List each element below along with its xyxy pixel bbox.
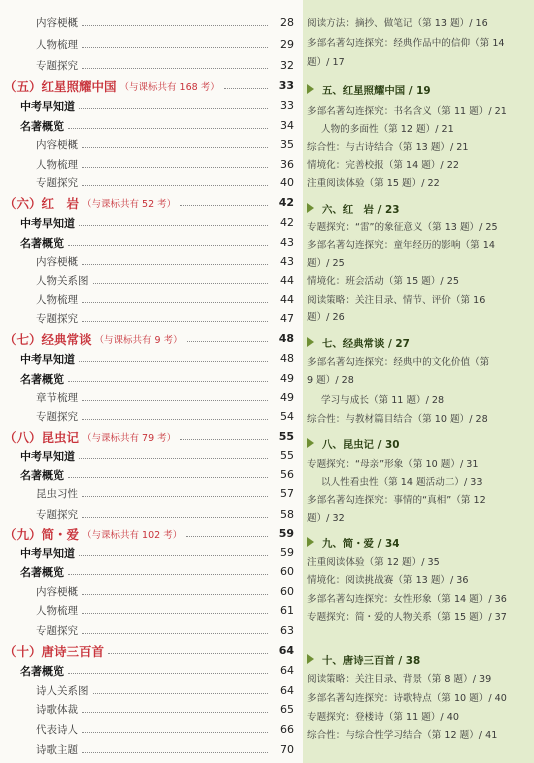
toc-subsection-entry[interactable] [36,290,294,309]
entry-title: 名著概览 [20,565,64,579]
toc-subsection-entry[interactable] [36,252,294,271]
entry-page-number: 55 [278,430,294,443]
entry-text: 多部名著勾连探究：经典中的文化价值（第 [307,356,490,368]
entry-text: 情境化：完善校报（第 14 题）/ 22 [307,159,459,171]
entry-text: 人物的多面性（第 12 题）/ 21 [321,123,454,135]
dot-leader [82,264,268,265]
entry-page-number: 54 [280,410,294,423]
entry-page-number: 61 [280,604,294,617]
answer-topic-entry[interactable] [307,173,530,190]
entry-text: 综合性：与古诗结合（第 13 题）/ 21 [307,141,469,153]
answer-topic-entry[interactable] [307,409,530,426]
toc-chapter-entry[interactable] [4,329,294,348]
answer-topic-entry[interactable] [307,33,530,50]
entry-title: 内容梗概 [36,17,78,29]
answer-section-heading[interactable] [307,434,530,452]
dot-leader [79,361,268,362]
entry-exam-count: （与课标共有 79 考） [82,432,177,444]
entry-title: 中考早知道 [20,352,75,366]
toc-subsection-entry[interactable] [36,56,294,75]
dot-leader [68,673,268,674]
answer-topic-entry[interactable] [307,390,530,407]
dot-leader [79,225,268,226]
entry-page-number: 55 [280,449,294,462]
entry-title: 内容梗概 [36,256,78,268]
toc-section-entry[interactable] [20,369,294,388]
entry-title: 人物梳理 [36,159,78,171]
answer-topic-entry[interactable] [307,508,530,525]
answer-topic-entry[interactable] [307,589,530,606]
dot-leader [82,712,268,713]
answer-topic-entry[interactable] [307,217,530,234]
dot-leader [82,613,268,614]
entry-page-number: 33 [278,79,294,92]
entry-text: 综合性：与综合性学习结合（第 12 题）/ 41 [307,729,498,741]
dot-leader [180,439,268,440]
entry-title: 名著概览 [20,372,64,386]
entry-text: 情境化：班会活动（第 15 题）/ 25 [307,275,459,287]
dot-leader [79,555,268,556]
dot-leader [186,536,268,537]
dot-leader [82,302,268,303]
answer-topic-entry[interactable] [307,490,530,507]
dot-leader [82,633,268,634]
answer-topic-entry[interactable] [307,688,530,705]
dot-leader [68,245,268,246]
entry-page-number: 34 [280,119,294,132]
toc-section-entry[interactable] [20,96,294,115]
entry-title: 章节梳理 [36,392,78,404]
dot-leader [82,419,268,420]
dot-leader [79,108,268,109]
entry-text: 多部名著勾连探究：经典作品中的信仰（第 14 [307,37,505,49]
toc-section-entry[interactable] [20,562,294,581]
entry-title: 专题探究 [36,625,78,637]
entry-page-number: 60 [280,585,294,598]
entry-text: 注重阅读体验（第 15 题）/ 22 [307,177,440,189]
toc-section-entry[interactable] [20,543,294,562]
answer-section-heading[interactable] [307,333,530,351]
entry-title: 专题探究 [36,313,78,325]
dot-leader [68,477,268,478]
dot-leader [82,68,268,69]
answer-topic-entry[interactable] [307,370,530,387]
entry-page-number: 33 [280,99,294,112]
entry-exam-count: （与课标共有 52 考） [82,198,177,210]
entry-page-number: 59 [280,546,294,559]
entry-title: 专题探究 [36,60,78,72]
entry-text: 阅读方法：摘抄、做笔记（第 13 题）/ 16 [307,17,488,29]
answer-topic-entry[interactable] [307,570,530,587]
entry-title: 人物关系图 [36,275,89,287]
answer-topic-entry[interactable] [307,454,530,471]
dot-leader [108,653,268,654]
entry-page-number: 66 [280,723,294,736]
entry-page-number: 64 [280,664,294,677]
dot-leader [82,496,268,497]
entry-title: 专题探究 [36,177,78,189]
entry-text: 情境化：阅读挑战赛（第 13 题）/ 36 [307,574,469,586]
entry-page-number: 64 [280,684,294,697]
entry-page-number: 44 [280,274,294,287]
entry-text: 专题探究：登楼诗（第 11 题）/ 40 [307,711,459,723]
toc-subsection-entry[interactable] [36,720,294,739]
entry-page-number: 43 [280,255,294,268]
dot-leader [68,128,268,129]
entry-page-number: 70 [280,743,294,756]
entry-page-number: 32 [280,59,294,72]
entry-text: 题）/ 17 [307,56,345,68]
entry-text: 综合性：与教材篇目结合（第 10 题）/ 28 [307,413,488,425]
entry-text: 多部名著勾连探究：诗歌特点（第 10 题）/ 40 [307,692,507,704]
entry-page-number: 42 [280,216,294,229]
answer-topic-entry[interactable] [307,725,530,742]
toc-chapter-entry[interactable] [4,641,294,660]
answer-section-heading[interactable] [307,533,530,551]
entry-text: 七、经典常谈 / 27 [322,337,410,350]
entry-title: 中考早知道 [20,99,75,113]
entry-title: 诗人关系图 [36,685,89,697]
entry-text: 阅读策略：关注目录、背景（第 8 题）/ 39 [307,673,492,685]
entry-text: 题）/ 26 [307,311,345,323]
triangle-bullet-icon [307,337,314,347]
entry-title: 人物梳理 [36,605,78,617]
dot-leader [82,517,268,518]
answer-topic-entry[interactable] [307,13,530,30]
entry-page-number: 36 [280,158,294,171]
dot-leader [82,400,268,401]
entry-title: 内容梗概 [36,139,78,151]
entry-exam-count: （与课标共有 102 考） [82,529,183,541]
toc-subsection-entry[interactable] [36,681,294,700]
dot-leader [68,381,268,382]
dot-leader [180,205,268,206]
dot-leader [82,25,268,26]
dot-leader [82,47,268,48]
entry-page-number: 47 [280,312,294,325]
toc-section-entry[interactable] [20,349,294,368]
entry-page-number: 40 [280,176,294,189]
entry-page-number: 44 [280,293,294,306]
entry-page-number: 48 [278,332,294,345]
entry-text: 专题探究：“母亲”形象（第 10 题）/ 31 [307,458,479,470]
entry-title: 代表诗人 [36,724,78,736]
dot-leader [82,732,268,733]
answer-topic-entry[interactable] [307,307,530,324]
entry-text: 注重阅读体验（第 12 题）/ 35 [307,556,440,568]
dot-leader [82,147,268,148]
dot-leader [82,321,268,322]
triangle-bullet-icon [307,438,314,448]
entry-page-number: 48 [280,352,294,365]
entry-page-number: 57 [280,487,294,500]
entry-text: 多部名著勾连探究：事情的“真相”（第 12 [307,494,486,506]
entry-page-number: 29 [280,38,294,51]
dot-leader [82,594,268,595]
entry-text: 多部名著勾连探究：女性形象（第 14 题）/ 36 [307,593,507,605]
toc-subsection-entry[interactable] [36,309,294,328]
answer-topic-entry[interactable] [307,119,530,136]
answer-section-heading[interactable] [307,650,530,668]
answer-topic-entry[interactable] [307,472,530,489]
entry-title: （八）昆虫记 [4,429,80,445]
triangle-bullet-icon [307,84,314,94]
toc-subsection-entry[interactable] [36,582,294,601]
entry-exam-count: （与课标共有 9 考） [94,334,183,346]
entry-title: 内容梗概 [36,586,78,598]
dot-leader [68,574,268,575]
entry-title: 诗歌主题 [36,744,78,756]
entry-page-number: 65 [280,703,294,716]
dot-leader [82,752,268,753]
answer-topic-entry[interactable] [307,669,530,686]
entry-text: 题）/ 25 [307,257,345,269]
entry-text: 专题探究：“雷”的象征意义（第 13 题）/ 25 [307,221,498,233]
entry-text: 九、简・爱 / 34 [322,537,400,550]
entry-title: 名著概览 [20,468,64,482]
entry-page-number: 28 [280,16,294,29]
answer-topic-entry[interactable] [307,253,530,270]
toc-subsection-entry[interactable] [36,271,294,290]
answer-topic-entry[interactable] [307,707,530,724]
entry-text: 专题探究：简・爱的人物关系（第 15 题）/ 37 [307,611,507,623]
dot-leader [93,693,269,694]
toc-section-entry[interactable] [20,233,294,252]
entry-text: 六、红 岩 / 23 [322,203,400,216]
dot-leader [93,283,269,284]
dot-leader [82,167,268,168]
entry-title: （十）唐诗三百首 [4,643,105,659]
entry-title: 专题探究 [36,411,78,423]
entry-title: 专题探究 [36,509,78,521]
entry-title: 人物梳理 [36,294,78,306]
answer-topic-entry[interactable] [307,607,530,624]
toc-subsection-entry[interactable] [36,484,294,503]
entry-title: （七）经典常谈 [4,331,92,347]
answer-topic-entry[interactable] [307,52,530,69]
answer-section-heading[interactable] [307,80,530,98]
triangle-bullet-icon [307,203,314,213]
toc-subsection-entry[interactable] [36,407,294,426]
entry-page-number: 49 [280,391,294,404]
toc-section-entry[interactable] [20,213,294,232]
entry-title: 诗歌体裁 [36,704,78,716]
entry-page-number: 59 [278,527,294,540]
toc-subsection-entry[interactable] [36,740,294,759]
entry-exam-count: （与课标共有 168 考） [119,81,220,93]
toc-subsection-entry[interactable] [36,135,294,154]
toc-section-entry[interactable] [20,446,294,465]
entry-title: 人物梳理 [36,39,78,51]
entry-page-number: 43 [280,236,294,249]
triangle-bullet-icon [307,654,314,664]
dot-leader [82,185,268,186]
entry-text: 十、唐诗三百首 / 38 [322,654,421,667]
entry-title: （五）红星照耀中国 [4,78,117,94]
toc-subsection-entry[interactable] [36,35,294,54]
triangle-bullet-icon [307,537,314,547]
entry-title: 名著概览 [20,664,64,678]
entry-text: 五、红星照耀中国 / 19 [322,84,431,97]
entry-page-number: 49 [280,372,294,385]
entry-page-number: 35 [280,138,294,151]
entry-title: 名著概览 [20,236,64,250]
entry-text: 多部名著勾连探究：书名含义（第 11 题）/ 21 [307,105,507,117]
dot-leader [79,458,268,459]
answer-topic-entry[interactable] [307,271,530,288]
toc-subsection-entry[interactable] [36,388,294,407]
toc-subsection-entry[interactable] [36,621,294,640]
answer-topic-entry[interactable] [307,352,530,369]
entry-page-number: 58 [280,508,294,521]
entry-text: 题）/ 32 [307,512,345,524]
toc-subsection-entry[interactable] [36,155,294,174]
toc-chapter-entry[interactable] [4,76,294,95]
toc-chapter-entry[interactable] [4,524,294,543]
entry-text: 八、昆虫记 / 30 [322,438,400,451]
toc-subsection-entry[interactable] [36,173,294,192]
entry-title: 中考早知道 [20,449,75,463]
toc-chapter-entry[interactable] [4,193,294,212]
toc-subsection-entry[interactable] [36,13,294,32]
toc-section-entry[interactable] [20,661,294,680]
entry-title: 昆虫习性 [36,488,78,500]
toc-subsection-entry[interactable] [36,505,294,524]
entry-title: 中考早知道 [20,546,75,560]
answer-topic-entry[interactable] [307,290,530,307]
answer-topic-entry[interactable] [307,137,530,154]
dot-leader [187,341,268,342]
entry-title: 名著概览 [20,119,64,133]
answer-section-heading[interactable] [307,199,530,217]
entry-page-number: 63 [280,624,294,637]
toc-section-entry[interactable] [20,116,294,135]
entry-page-number: 60 [280,565,294,578]
answer-topic-entry[interactable] [307,155,530,172]
answer-topic-entry[interactable] [307,235,530,252]
entry-text: 阅读策略：关注目录、情节、评价（第 16 [307,294,486,306]
toc-subsection-entry[interactable] [36,601,294,620]
entry-page-number: 64 [278,644,294,657]
dot-leader [224,88,268,89]
entry-text: 学习与成长（第 11 题）/ 28 [321,394,445,406]
answer-topic-entry[interactable] [307,101,530,118]
answer-topic-entry[interactable] [307,552,530,569]
entry-text: 以人性看虫性（第 14 题活动二）/ 33 [321,476,483,488]
toc-chapter-entry[interactable] [4,427,294,446]
toc-subsection-entry[interactable] [36,700,294,719]
entry-title: （九）简・爱 [4,526,80,542]
entry-page-number: 56 [280,468,294,481]
entry-title: 中考早知道 [20,216,75,230]
entry-text: 9 题）/ 28 [307,374,354,386]
toc-section-entry[interactable] [20,465,294,484]
entry-title: （六）红 岩 [4,195,80,211]
entry-text: 多部名著勾连探究：童年经历的影响（第 14 [307,239,495,251]
entry-page-number: 42 [278,196,294,209]
